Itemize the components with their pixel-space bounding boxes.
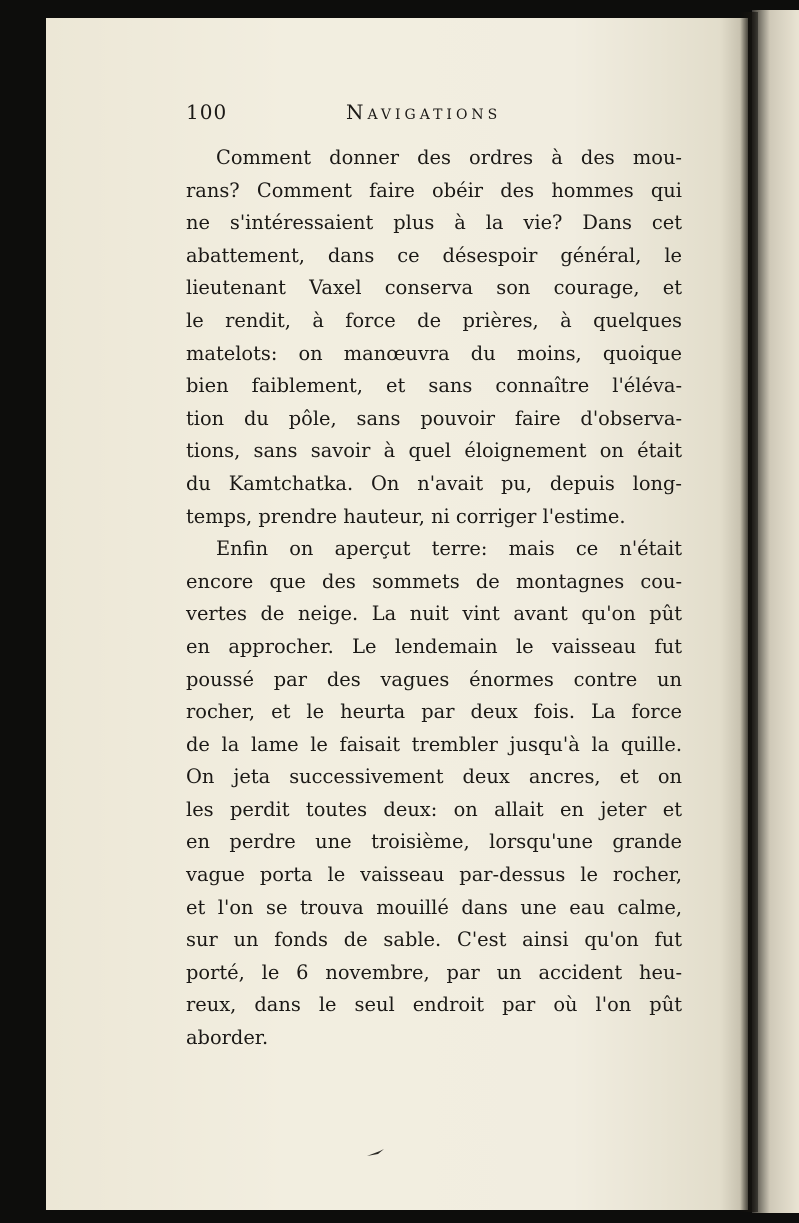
paragraph bbox=[186, 142, 682, 533]
text-line: lieutenant Vaxel conserva son courage, et bbox=[186, 276, 682, 300]
text-line: du Kamtchatka. On n'avait pu, depuis long- bbox=[186, 471, 682, 495]
text-line: Enfin on aperçut terre: mais ce n'était bbox=[216, 537, 682, 561]
text-line: les perdit toutes deux: on allait en jeter et bbox=[186, 797, 682, 821]
page-gutter-shadow bbox=[740, 12, 758, 1212]
text-line: matelots: on manœuvra du moins, quoique bbox=[186, 341, 682, 365]
text-line: reux, dans le seul endroit par où l'on pût bbox=[186, 993, 682, 1017]
text-line: temps, prendre hauteur, ni corriger l'estime. bbox=[186, 504, 626, 528]
paragraph bbox=[186, 533, 682, 1055]
page-header bbox=[186, 100, 686, 130]
page-number: 100 bbox=[186, 100, 228, 124]
running-head: Navigations bbox=[346, 100, 502, 124]
text-line: porté, le 6 novembre, par un accident heu- bbox=[186, 960, 682, 984]
text-line: tions, sans savoir à quel éloignement on était bbox=[186, 439, 682, 463]
page-body bbox=[186, 142, 682, 1055]
text-line: rans? Comment faire obéir des hommes qui bbox=[186, 178, 682, 202]
text-line: abattement, dans ce désespoir général, le bbox=[186, 243, 682, 267]
text-line: le rendit, à force de prières, à quelques bbox=[186, 308, 682, 332]
text-line: tion du pôle, sans pouvoir faire d'observa- bbox=[186, 406, 682, 430]
ink-smudge-mark bbox=[366, 1148, 386, 1158]
text-line: On jeta successivement deux ancres, et on bbox=[186, 765, 682, 789]
text-line: rocher, et le heurta par deux fois. La force bbox=[186, 700, 682, 724]
text-line: vague porta le vaisseau par-dessus le rocher, bbox=[186, 863, 682, 887]
text-line: poussé par des vagues énormes contre un bbox=[186, 667, 682, 691]
text-line: en perdre une troisième, lorsqu'une grande bbox=[186, 830, 682, 854]
text-line: de la lame le faisait trembler jusqu'à la quille. bbox=[186, 732, 682, 756]
text-line: encore que des sommets de montagnes cou- bbox=[186, 569, 682, 593]
text-line: vertes de neige. La nuit vint avant qu'on pût bbox=[186, 602, 682, 626]
text-line: ne s'intéressaient plus à la vie? Dans cet bbox=[186, 211, 682, 235]
text-line: Comment donner des ordres à des mou- bbox=[216, 146, 682, 169]
facing-page-edge bbox=[752, 10, 799, 1213]
text-line: aborder. bbox=[186, 1026, 269, 1050]
text-line: sur un fonds de sable. C'est ainsi qu'on fut bbox=[186, 928, 682, 952]
text-line: en approcher. Le lendemain le vaisseau fut bbox=[186, 634, 682, 658]
text-line: bien faiblement, et sans connaître l'éléva- bbox=[186, 374, 682, 398]
text-line: et l'on se trouva mouillé dans une eau calme, bbox=[186, 895, 682, 919]
